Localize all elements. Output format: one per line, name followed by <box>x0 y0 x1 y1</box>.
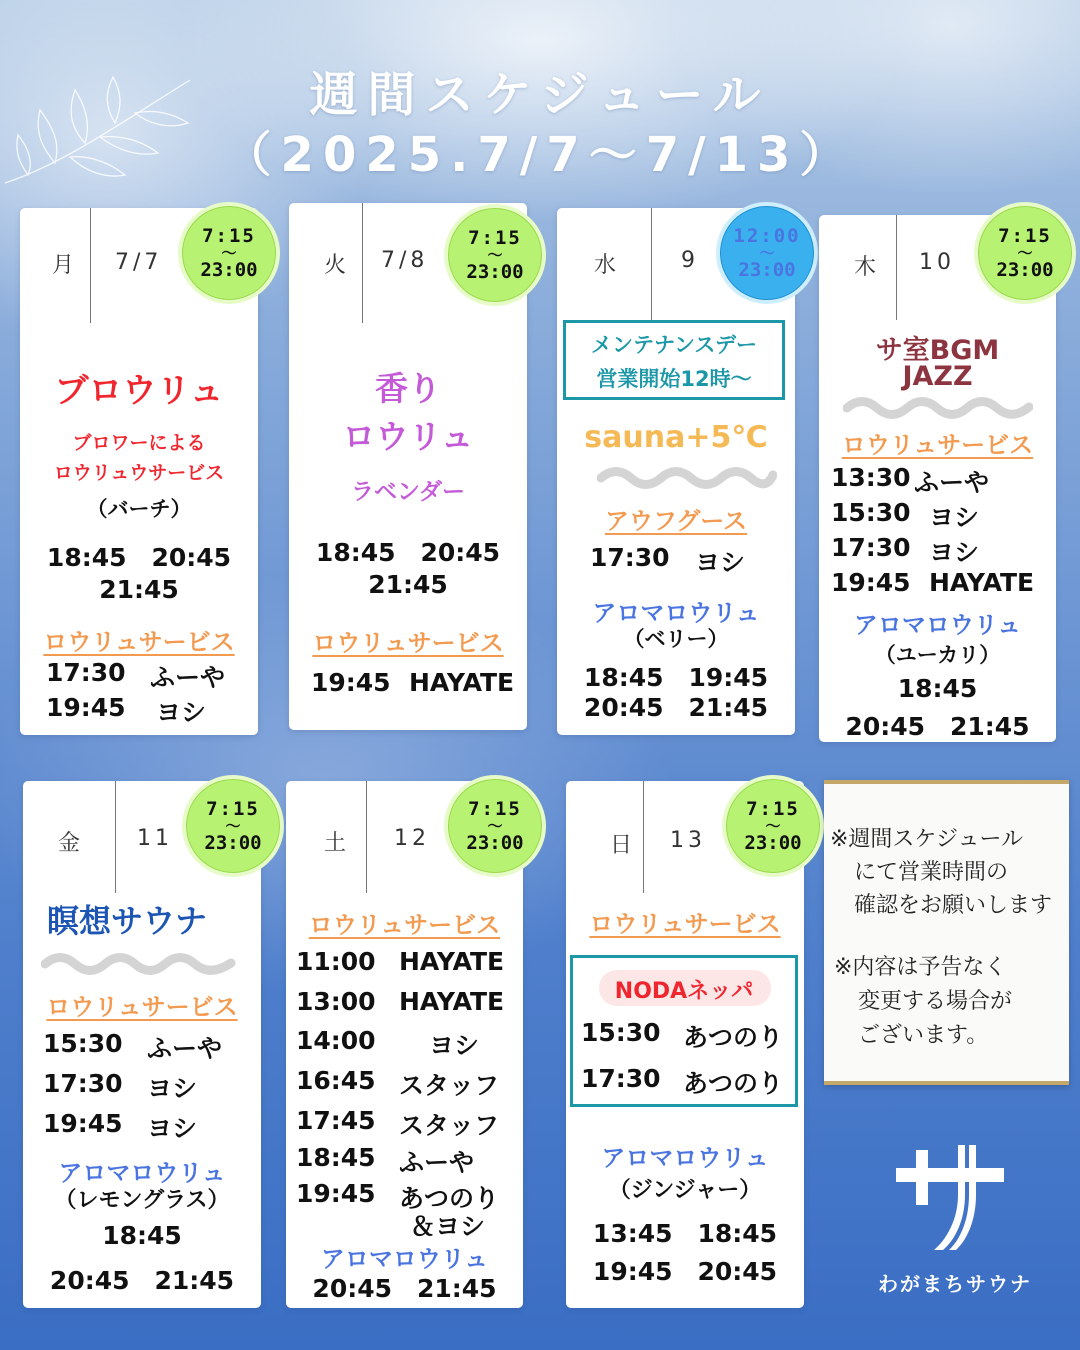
hours-badge <box>444 775 546 877</box>
event-times: 18:45 20:45 <box>46 543 232 572</box>
aroma-label: アロマロウリュ <box>320 1245 489 1273</box>
wave-divider <box>843 393 1033 423</box>
hours-sep: ～ <box>1017 243 1033 262</box>
divider <box>896 215 897 320</box>
hours-sep: ～ <box>487 245 503 264</box>
divider <box>362 203 363 323</box>
service-staff: ヨシ <box>929 503 980 532</box>
event-title: 瞑想サウナ <box>47 902 208 940</box>
hours-badge <box>716 202 818 304</box>
service-time: 18:45 <box>296 1143 376 1172</box>
logo-name: わがまちサウナ <box>878 1272 1032 1296</box>
day-of-week: 火 <box>324 253 351 278</box>
day-date: 12 <box>394 826 430 851</box>
day-date: 7/8 <box>381 248 429 273</box>
service-staff: HAYATE <box>399 987 505 1016</box>
event-desc: ブロワーによる <box>72 432 206 454</box>
service-staff: スタッフ <box>399 1111 500 1140</box>
event-title: サ室BGM <box>875 335 1000 366</box>
hours-sep: ～ <box>765 816 781 835</box>
notice-line: ※内容は予告なく <box>834 955 1007 980</box>
service-time: 19:45 <box>46 693 126 722</box>
event-title: JAZZ <box>902 361 973 392</box>
event-title: ブロウリュ <box>54 371 224 411</box>
service-staff: ヨシ <box>929 538 980 567</box>
notice-line: ございます。 <box>858 1023 989 1048</box>
wave-divider <box>597 463 777 493</box>
aroma-times: 20:45 21:45 <box>845 712 1030 741</box>
service-staff: ヨシ <box>147 1114 198 1143</box>
hours-badge <box>974 202 1076 304</box>
aufguss-staff: ヨシ <box>695 548 746 577</box>
aroma-times: 20:45 21:45 <box>312 1274 497 1303</box>
aufguss-time: 17:30 <box>590 543 670 572</box>
divider <box>643 781 644 893</box>
service-staff: スタッフ <box>399 1071 500 1100</box>
close-time: 23:00 <box>738 258 796 281</box>
notice-line: 確認をお願いします <box>854 893 1053 918</box>
leaf-icon <box>0 75 200 190</box>
guest-staff: あつのり <box>683 1023 784 1052</box>
close-time: 23:00 <box>204 831 262 854</box>
open-time: 7:15 <box>206 797 260 820</box>
service-time: 17:30 <box>43 1069 123 1098</box>
day-of-week: 水 <box>594 253 621 278</box>
event-title: sauna+5℃ <box>584 420 768 455</box>
event-title: ロウリュ <box>342 417 474 456</box>
hours-badge <box>182 775 284 877</box>
day-of-week: 日 <box>610 833 637 858</box>
aroma-label: アロマロウリュ <box>853 611 1022 639</box>
wave-divider <box>41 949 236 979</box>
close-time: 23:00 <box>466 831 524 854</box>
day-date: 13 <box>670 828 706 853</box>
aroma-label: アロマロウリュ <box>601 1144 769 1172</box>
aroma-note: （レモングラス） <box>54 1188 230 1213</box>
service-time: 14:00 <box>296 1026 376 1055</box>
notice-line: メンテナンスデー <box>591 333 757 357</box>
day-of-week: 月 <box>52 253 79 278</box>
maintenance-notice <box>563 320 785 400</box>
notice-line: 営業開始12時～ <box>596 367 752 391</box>
service-time: 17:30 <box>831 533 911 562</box>
service-time: 15:30 <box>43 1029 123 1058</box>
day-of-week: 木 <box>854 255 881 280</box>
notice-card <box>824 780 1069 1085</box>
service-time: 19:45 <box>296 1179 376 1208</box>
event-desc: ロウリュウサービス <box>53 462 225 484</box>
divider <box>651 208 652 320</box>
service-staff: ふーや <box>399 1148 475 1177</box>
service-time: 19:45 <box>311 668 391 697</box>
divider <box>90 208 91 323</box>
aroma-note: （ジンジャー） <box>608 1178 762 1203</box>
aroma-times: 13:45 18:45 <box>592 1219 778 1248</box>
close-time: 23:00 <box>996 258 1054 281</box>
service-staff: HAYATE <box>399 947 505 976</box>
notice-line: にて営業時間の <box>854 860 1009 885</box>
page-title: 週間スケジュール <box>309 67 771 123</box>
service-staff: HAYATE <box>929 568 1035 597</box>
guest-time: 15:30 <box>581 1018 661 1047</box>
service-staff-extra: ＆ヨシ <box>410 1212 486 1241</box>
close-time: 23:00 <box>466 260 524 283</box>
guest-label: NODAネッパ <box>614 979 754 1004</box>
service-staff: ヨシ <box>156 698 207 727</box>
aroma-label: アロマロウリュ <box>58 1159 226 1187</box>
event-times: 18:45 20:45 <box>315 538 501 567</box>
service-label: ロウリュサービス <box>841 431 1034 459</box>
service-time: 13:30 <box>831 463 911 492</box>
service-label: ロウリュサービス <box>46 993 238 1021</box>
service-label: ロウリュサービス <box>312 629 504 657</box>
close-time: 23:00 <box>744 831 802 854</box>
sauna-logo-icon <box>896 1140 1008 1252</box>
service-time: 16:45 <box>296 1066 376 1095</box>
open-time: 7:15 <box>468 226 522 249</box>
hours-sep: ～ <box>221 243 237 262</box>
service-staff: ふーや <box>147 1034 223 1063</box>
service-label: ロウリュサービス <box>589 910 781 938</box>
service-staff: HAYATE <box>409 668 515 697</box>
aroma-times: 18:45 <box>102 1221 182 1250</box>
day-date: 7/7 <box>115 250 163 275</box>
open-time: 7:15 <box>468 797 522 820</box>
service-time: 11:00 <box>296 947 376 976</box>
day-of-week: 土 <box>324 831 351 856</box>
aroma-times: 18:45 19:45 <box>583 663 769 692</box>
close-time: 23:00 <box>200 258 258 281</box>
notice-line: ※週間スケジュール <box>830 827 1024 852</box>
event-sub: ラベンダー <box>350 479 466 505</box>
guest-staff: あつのり <box>683 1069 784 1098</box>
service-staff: ふーや <box>150 663 226 692</box>
hours-sep: ～ <box>487 816 503 835</box>
hours-badge <box>178 202 280 304</box>
hours-badge <box>722 775 824 877</box>
service-time: 19:45 <box>831 568 911 597</box>
open-time: 7:15 <box>998 224 1052 247</box>
service-label: ロウリュサービス <box>43 628 235 656</box>
aufguss-label: アウフグース <box>604 507 748 535</box>
service-label: ロウリュサービス <box>308 911 501 939</box>
guest-box <box>570 955 798 1107</box>
aroma-times: 20:45 21:45 <box>49 1266 235 1295</box>
hours-sep: ～ <box>225 816 241 835</box>
schedule-period: （2025.7/7～7/13） <box>223 127 857 183</box>
service-time: 19:45 <box>43 1109 123 1138</box>
service-time: 17:30 <box>46 658 126 687</box>
day-date: 11 <box>137 826 173 851</box>
service-time: 13:00 <box>296 987 376 1016</box>
service-staff: ふーや <box>914 468 990 497</box>
event-title: 香り <box>375 369 441 408</box>
event-times: 21:45 <box>368 570 448 599</box>
service-time: 17:45 <box>296 1106 376 1135</box>
hours-sep: ～ <box>759 243 775 262</box>
service-time: 15:30 <box>831 498 911 527</box>
aroma-note: （ユーカリ） <box>874 643 1001 667</box>
aroma-label: アロマロウリュ <box>592 599 760 627</box>
aroma-note: （ベリー） <box>623 627 729 651</box>
day-of-week: 金 <box>58 831 85 856</box>
aroma-times: 18:45 <box>897 674 978 703</box>
guest-time: 17:30 <box>581 1064 661 1093</box>
day-date: 9 <box>681 248 699 273</box>
divider <box>115 781 116 893</box>
divider <box>366 781 367 893</box>
event-note: （バーチ） <box>86 497 192 521</box>
aroma-times: 19:45 20:45 <box>592 1257 778 1286</box>
open-time: 12:00 <box>733 224 801 247</box>
hours-badge <box>444 204 546 306</box>
service-staff: ヨシ <box>429 1031 480 1060</box>
open-time: 7:15 <box>202 224 256 247</box>
service-staff: ヨシ <box>147 1074 198 1103</box>
service-staff: あつのり <box>399 1184 500 1213</box>
aroma-times: 20:45 21:45 <box>583 693 769 722</box>
day-date: 10 <box>919 250 955 275</box>
notice-line: 変更する場合が <box>858 989 1013 1014</box>
open-time: 7:15 <box>746 797 800 820</box>
event-times: 21:45 <box>99 575 179 604</box>
